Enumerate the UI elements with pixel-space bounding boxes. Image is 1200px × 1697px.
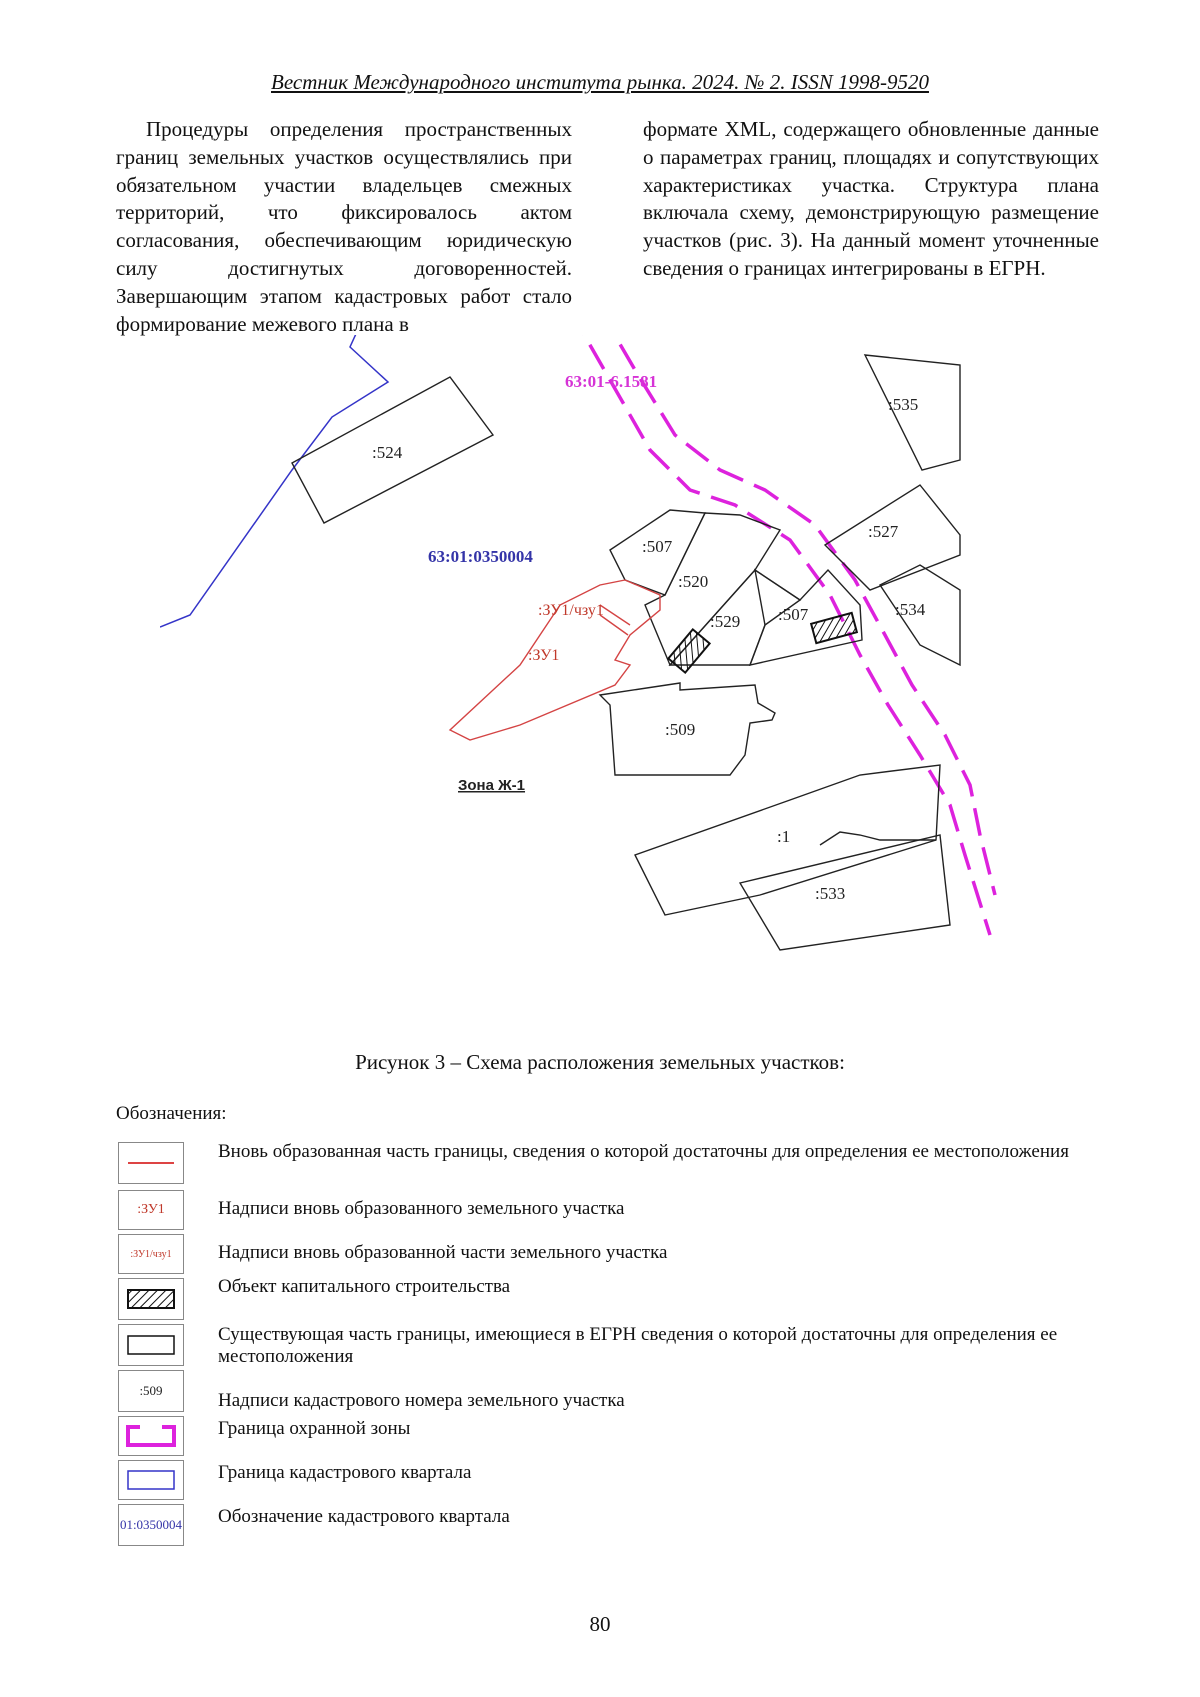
protection-zone-label: 63:01-6.1581: [565, 372, 658, 391]
legend-text: Существующая часть границы, имеющиеся в ЕГРН сведения о которой достаточны для определения ее местоположения: [218, 1324, 1058, 1367]
parcel-label: :533: [815, 884, 846, 903]
legend-text: Обозначение кадастрового квартала: [218, 1506, 510, 1527]
parcel-label: :535: [888, 395, 919, 414]
magenta-bracket-icon: [126, 1423, 176, 1449]
legend-text: Граница охранной зоны: [218, 1418, 411, 1439]
new-parcel-label: :ЗУ1: [528, 647, 560, 664]
parcel-label: :524: [372, 443, 403, 462]
new-part-label: :ЗУ1/чзу1: [538, 602, 604, 619]
parcel-label: :507: [778, 605, 809, 624]
legend-sample-quarter-boundary: [118, 1460, 184, 1500]
legend-title: Обозначения:: [116, 1103, 227, 1124]
body-text-right: формате XML, содержащего обновленные данные о параметрах границ, площадях и сопутствующих характеристиках участка. Структура плана включала схему, демонстрирующую размещение участков (рис. 3). На данный момент уточненные сведения о границах интегрированы в ЕГРН.: [643, 117, 1099, 280]
parcel-label: :527: [868, 522, 899, 541]
parcel-label: :529: [710, 612, 741, 631]
legend-text: Объект капитального строительства: [218, 1276, 511, 1297]
legend-sample-red-line: [118, 1142, 184, 1184]
blue-rect-icon: [126, 1468, 176, 1492]
legend-sample-new-part: :ЗУ1/чзу1: [118, 1234, 184, 1274]
parcel-label: :509: [665, 720, 696, 739]
parcel-520: [645, 513, 780, 665]
page-number: 80: [589, 1612, 611, 1636]
legend-text: Надписи вновь образованной части земельного участка: [218, 1242, 668, 1263]
cadastral-map-figure: [160, 335, 1040, 1015]
quarter-boundary: [160, 335, 388, 627]
zone-label: Зона Ж-1: [458, 777, 526, 794]
legend-sample-quarter-label: 01:0350004: [118, 1504, 184, 1546]
legend-text: Надписи кадастрового номера земельного участка: [218, 1390, 625, 1411]
building-icon: [668, 629, 709, 672]
black-rect-icon: [126, 1333, 176, 1357]
body-text-left: Процедуры определения пространственных границ земельных участков осуществлялись при обязательном участии владельцев смежных территорий, что фиксировалось актом согласования, обеспечивающим юридическую силу достигнутых договоренностей. Завершающим этапом кадастровых работ стало формирование межевого плана в: [116, 117, 572, 336]
quarter-label: 63:01:0350004: [428, 547, 533, 566]
journal-header: Вестник Международного института рынка. 2024. № 2. ISSN 1998-9520: [271, 70, 929, 94]
legend-text: Надписи вновь образованного земельного участка: [218, 1198, 625, 1219]
parcel-label: :1: [777, 827, 791, 846]
legend-sample-black-rect: [118, 1324, 184, 1366]
hatched-rect-icon: [126, 1287, 176, 1311]
cadastral-map-svg: [160, 335, 1040, 1015]
legend-sample-new-parcel: :ЗУ1: [118, 1190, 184, 1230]
parcel-label: :534: [895, 600, 926, 619]
parcel-label: :507: [642, 537, 673, 556]
legend-sample-parcel-number: :509: [118, 1370, 184, 1412]
legend-sample-protection: [118, 1416, 184, 1456]
legend-text: Вновь образованная часть границы, сведения о которой достаточны для определения ее местоположения: [218, 1141, 1069, 1162]
legend-sample-hatched: [118, 1278, 184, 1320]
figure-caption: Рисунок 3 – Схема расположения земельных участков:: [355, 1050, 845, 1074]
parcel-label: :520: [678, 572, 709, 591]
legend-text: Граница кадастрового квартала: [218, 1462, 472, 1483]
